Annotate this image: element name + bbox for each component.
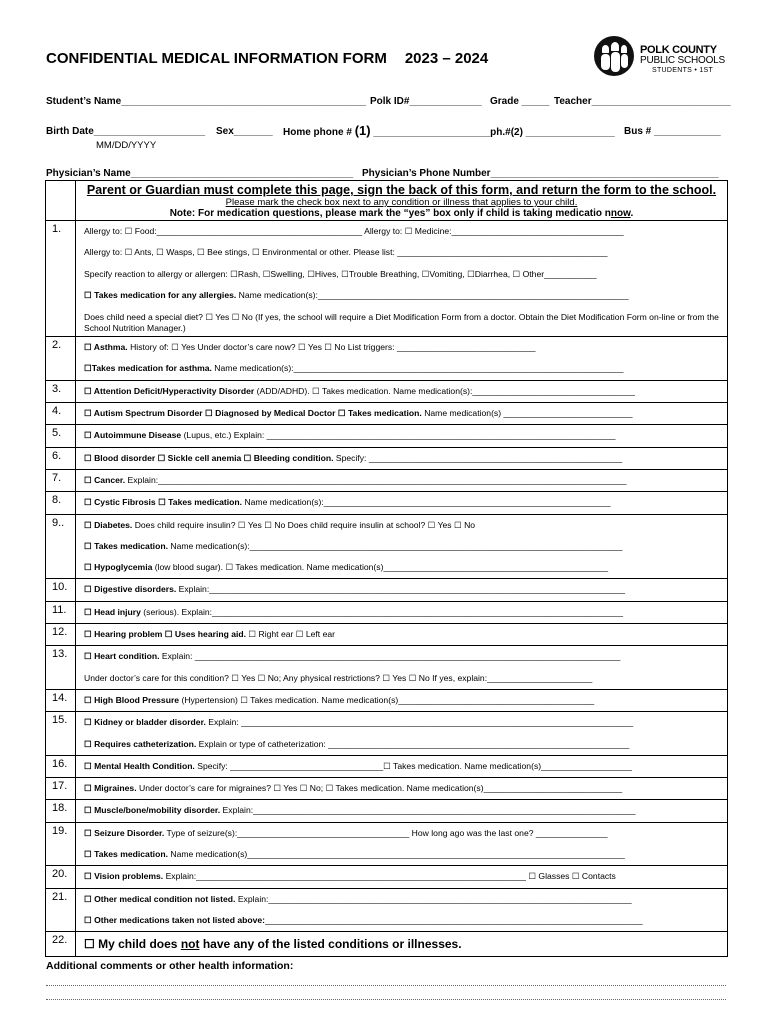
condition-line[interactable]: Under doctor’s care for this condition? ☐ Yes ☐ No; Any physical restrictions? ☐ Yes ☐ No If yes, explain:______________________ [84, 672, 593, 683]
condition-row [46, 755, 728, 777]
condition-line[interactable]: ☐ Head injury (serious). Explain:______________________________________________________________________________________ [84, 606, 624, 617]
student-name-field[interactable]: Student’s Name____________________________________________ [46, 96, 366, 107]
condition-number: 5. [46, 425, 76, 447]
instructions-note-text: Note: For medication questions, please mark the “yes” box only if child is taking medicatio n [169, 208, 611, 219]
condition-cell [76, 712, 728, 756]
condition-line[interactable]: ☐ Attention Deficit/Hyperactivity Disorder (ADD/ADHD). ☐ Takes medication. Name medication(s):__________________________________ [84, 385, 635, 396]
condition-number: 9.. [46, 514, 76, 579]
condition-line[interactable]: ☐ Takes medication. Name medication(s):______________________________________________________________________________ [84, 540, 623, 551]
condition-line[interactable]: Does child need a special diet? ☐ Yes ☐ No (If yes, the school will require a Diet Modification Form from a doctor. Obtain the Diet Modification Form on-line or from the School Nutrition Manager.) [84, 312, 719, 334]
condition-cell [76, 624, 728, 646]
condition-line[interactable]: ☐ High Blood Pressure (Hypertension) ☐ Takes medication. Name medication(s)_________________________________________ [84, 694, 595, 705]
form-title-text: CONFIDENTIAL MEDICAL INFORMATION FORM [46, 50, 387, 67]
condition-number: 6. [46, 447, 76, 469]
home-phone-line: _____________________ph.#(2) ________________ [373, 127, 615, 138]
condition-cell [76, 778, 728, 800]
condition-number: 7. [46, 469, 76, 491]
condition-cell [76, 689, 728, 711]
condition-number: 11. [46, 601, 76, 623]
condition-number: 20. [46, 866, 76, 888]
condition-line[interactable]: ☐ Takes medication for any allergies. Name medication(s):_________________________________________________________________ [84, 289, 629, 300]
condition-line[interactable]: ☐ Requires catheterization. Explain or type of catheterization: _______________________________________________________________ [84, 738, 630, 749]
no-conditions-row [46, 932, 728, 957]
condition-cell [76, 447, 728, 469]
logo-emblem-icon [594, 36, 634, 76]
condition-line[interactable]: ☐ Blood disorder ☐ Sickle cell anemia ☐ Bleeding condition. Specify: _____________________________________________________ [84, 452, 623, 463]
condition-row [46, 492, 728, 514]
logo-line-3: STUDENTS • 1ST [652, 67, 714, 74]
no-conditions-box[interactable]: ☐ [84, 937, 95, 952]
condition-row [46, 601, 728, 623]
condition-cell [76, 601, 728, 623]
conditions-table [45, 180, 728, 957]
condition-cell [76, 888, 728, 932]
condition-number: 8. [46, 492, 76, 514]
date-format-hint: MM/DD/YYYY [96, 140, 157, 151]
condition-row [46, 778, 728, 800]
condition-cell [76, 425, 728, 447]
home-phone-number-1: (1) [354, 123, 371, 138]
condition-row [46, 469, 728, 491]
bus-field[interactable]: Bus # ____________ [624, 126, 721, 137]
instructions-note-emphasis: now [610, 208, 631, 219]
condition-cell [76, 800, 728, 822]
instructions-heading: Parent or Guardian must complete this page, sign the back of this form, and return the form to the school. [86, 183, 717, 197]
no-conditions-text-b: have any of the listed conditions or illnesses. [202, 937, 462, 952]
home-phone-label: Home phone # [283, 127, 352, 138]
condition-line[interactable]: Allergy to: ☐ Food:___________________________________________ Allergy to: ☐ Medicine:____________________________________ [84, 226, 624, 236]
condition-number: 3. [46, 380, 76, 402]
teacher-field[interactable]: Teacher_________________________ [554, 96, 731, 107]
condition-number: 4. [46, 403, 76, 425]
condition-line[interactable]: ☐ Digestive disorders. Explain:_______________________________________________________________________________________ [84, 584, 626, 595]
condition-row [46, 712, 728, 756]
condition-row [46, 425, 728, 447]
condition-row [46, 337, 728, 381]
condition-number: 13. [46, 646, 76, 690]
condition-row [46, 579, 728, 601]
condition-row [46, 514, 728, 579]
condition-number: 18. [46, 800, 76, 822]
condition-line[interactable]: ☐ Heart condition. Explain: _________________________________________________________________________________________ [84, 651, 621, 662]
condition-cell [76, 579, 728, 601]
condition-row [46, 624, 728, 646]
birth-date-field[interactable]: Birth Date____________________ [46, 126, 206, 137]
polk-id-field[interactable]: Polk ID#_____________ [370, 96, 482, 107]
home-phone-field[interactable] [283, 123, 615, 138]
condition-cell [76, 469, 728, 491]
condition-line[interactable]: ☐ Other medical condition not listed. Explain:____________________________________________________________________________ [84, 893, 632, 904]
condition-row [46, 646, 728, 690]
additional-comments-label: Additional comments or other health information: [46, 960, 294, 972]
condition-number: 1. [46, 221, 76, 337]
condition-row [46, 689, 728, 711]
sex-field[interactable]: Sex_______ [216, 126, 273, 137]
condition-cell [76, 403, 728, 425]
condition-cell [76, 866, 728, 888]
grade-field[interactable]: Grade _____ [490, 96, 550, 107]
condition-number: 14. [46, 689, 76, 711]
condition-line[interactable]: ☐ Hearing problem ☐ Uses hearing aid. ☐ Right ear ☐ Left ear [84, 629, 336, 640]
condition-row [46, 380, 728, 402]
condition-number: 12. [46, 624, 76, 646]
condition-row [46, 403, 728, 425]
instructions-row [46, 181, 728, 221]
comments-line-1[interactable] [46, 985, 726, 986]
no-conditions-text-a: My child does [98, 937, 178, 952]
condition-line[interactable]: ☐ Cystic Fibrosis ☐ Takes medication. Name medication(s):____________________________________________________________ [84, 497, 611, 508]
condition-number: 22. [46, 932, 76, 957]
condition-row [46, 221, 728, 337]
no-conditions-checkbox[interactable] [76, 932, 727, 956]
condition-line[interactable]: ☐ Hypoglycemia (low blood sugar). ☐ Takes medication. Name medication(s)_______________________________________________ [84, 562, 609, 573]
condition-number: 17. [46, 778, 76, 800]
condition-cell [76, 514, 728, 579]
condition-line[interactable]: ☐ Seizure Disorder. Type of seizure(s):____________________________________ How long ago was the last one? _______________ [84, 827, 608, 838]
condition-line[interactable]: Allergy to: ☐ Ants, ☐ Wasps, ☐ Bee stings, ☐ Environmental or other. Please list: ____________________________________________ [84, 247, 608, 258]
condition-line[interactable]: ☐ Takes medication. Name medication(s)_______________________________________________________________________________ [84, 849, 625, 860]
condition-row [46, 447, 728, 469]
condition-number: 10. [46, 579, 76, 601]
condition-line[interactable]: ☐ Migraines. Under doctor’s care for migraines? ☐ Yes ☐ No; ☐ Takes medication. Name medication(s)_____________________________ [84, 783, 623, 794]
condition-line[interactable]: ☐ Kidney or bladder disorder. Explain: __________________________________________________________________________________ [84, 717, 634, 728]
condition-line[interactable]: ☐ Diabetes. Does child require insulin? ☐ Yes ☐ No Does child require insulin at school? ☐ Yes ☐ No [84, 519, 476, 530]
condition-cell [76, 755, 728, 777]
condition-line[interactable]: ☐Takes medication for asthma. Name medication(s):_____________________________________________________________________ [84, 363, 624, 374]
condition-cell [76, 380, 728, 402]
physician-phone-field[interactable]: Physician’s Phone Number_________________________________________ [362, 168, 719, 179]
condition-line[interactable]: ☐ Other medications taken not listed above:_______________________________________________________________________________ [84, 914, 643, 925]
condition-number: 16. [46, 755, 76, 777]
condition-cell [76, 822, 728, 866]
condition-cell [76, 337, 728, 381]
condition-number: 19. [46, 822, 76, 866]
logo-line-1: POLK COUNTY [640, 44, 717, 56]
condition-line[interactable]: ☐ Asthma. History of: ☐ Yes Under doctor’s care now? ☐ Yes ☐ No List triggers: _____________________________ [84, 342, 536, 353]
condition-number: 2. [46, 337, 76, 381]
condition-line[interactable]: ☐ Autism Spectrum Disorder ☐ Diagnosed by Medical Doctor ☐ Takes medication. Name medication(s) ___________________________ [84, 408, 633, 419]
condition-cell [76, 492, 728, 514]
condition-number: 15. [46, 712, 76, 756]
condition-number: 21. [46, 888, 76, 932]
condition-row [46, 822, 728, 866]
condition-line[interactable]: ☐ Cancer. Explain:__________________________________________________________________________________________________ [84, 474, 627, 485]
condition-row [46, 866, 728, 888]
physician-name-field[interactable]: Physician’s Name________________________________________ [46, 168, 354, 179]
district-logo [594, 36, 734, 82]
condition-line[interactable]: ☐ Vision problems. Explain:_____________________________________________________________________ ☐ Glasses ☐ Contacts [84, 871, 616, 882]
form-title [46, 50, 488, 67]
condition-line[interactable]: ☐ Autoimmune Disease (Lupus, etc.) Explain: _________________________________________________________________________ [84, 430, 616, 441]
condition-line[interactable]: ☐ Muscle/bone/mobility disorder. Explain:________________________________________________________________________________ [84, 805, 636, 816]
condition-row [46, 800, 728, 822]
condition-line[interactable]: Specify reaction to allergy or allergen: ☐Rash, ☐Swelling, ☐Hives, ☐Trouble Breathing, ☐Vomiting, ☐Diarrhea, ☐ Other___________ [84, 268, 597, 279]
school-year: 2023 – 2024 [404, 50, 489, 67]
condition-line[interactable]: ☐ Mental Health Condition. Specify: ________________________________☐ Takes medication. Name medication(s)___________________ [84, 760, 632, 771]
comments-line-2[interactable] [46, 999, 726, 1000]
instructions-subheading: Please mark the check box next to any condition or illness that applies to your child. [225, 197, 578, 208]
condition-cell [76, 221, 728, 337]
condition-row [46, 888, 728, 932]
instructions-note: Note: For medication questions, please mark the “yes” box only if child is taking medicatio nnow. [169, 208, 634, 219]
no-conditions-not: not [180, 937, 200, 952]
condition-cell [76, 646, 728, 690]
logo-line-2: PUBLIC SCHOOLS [640, 55, 726, 66]
